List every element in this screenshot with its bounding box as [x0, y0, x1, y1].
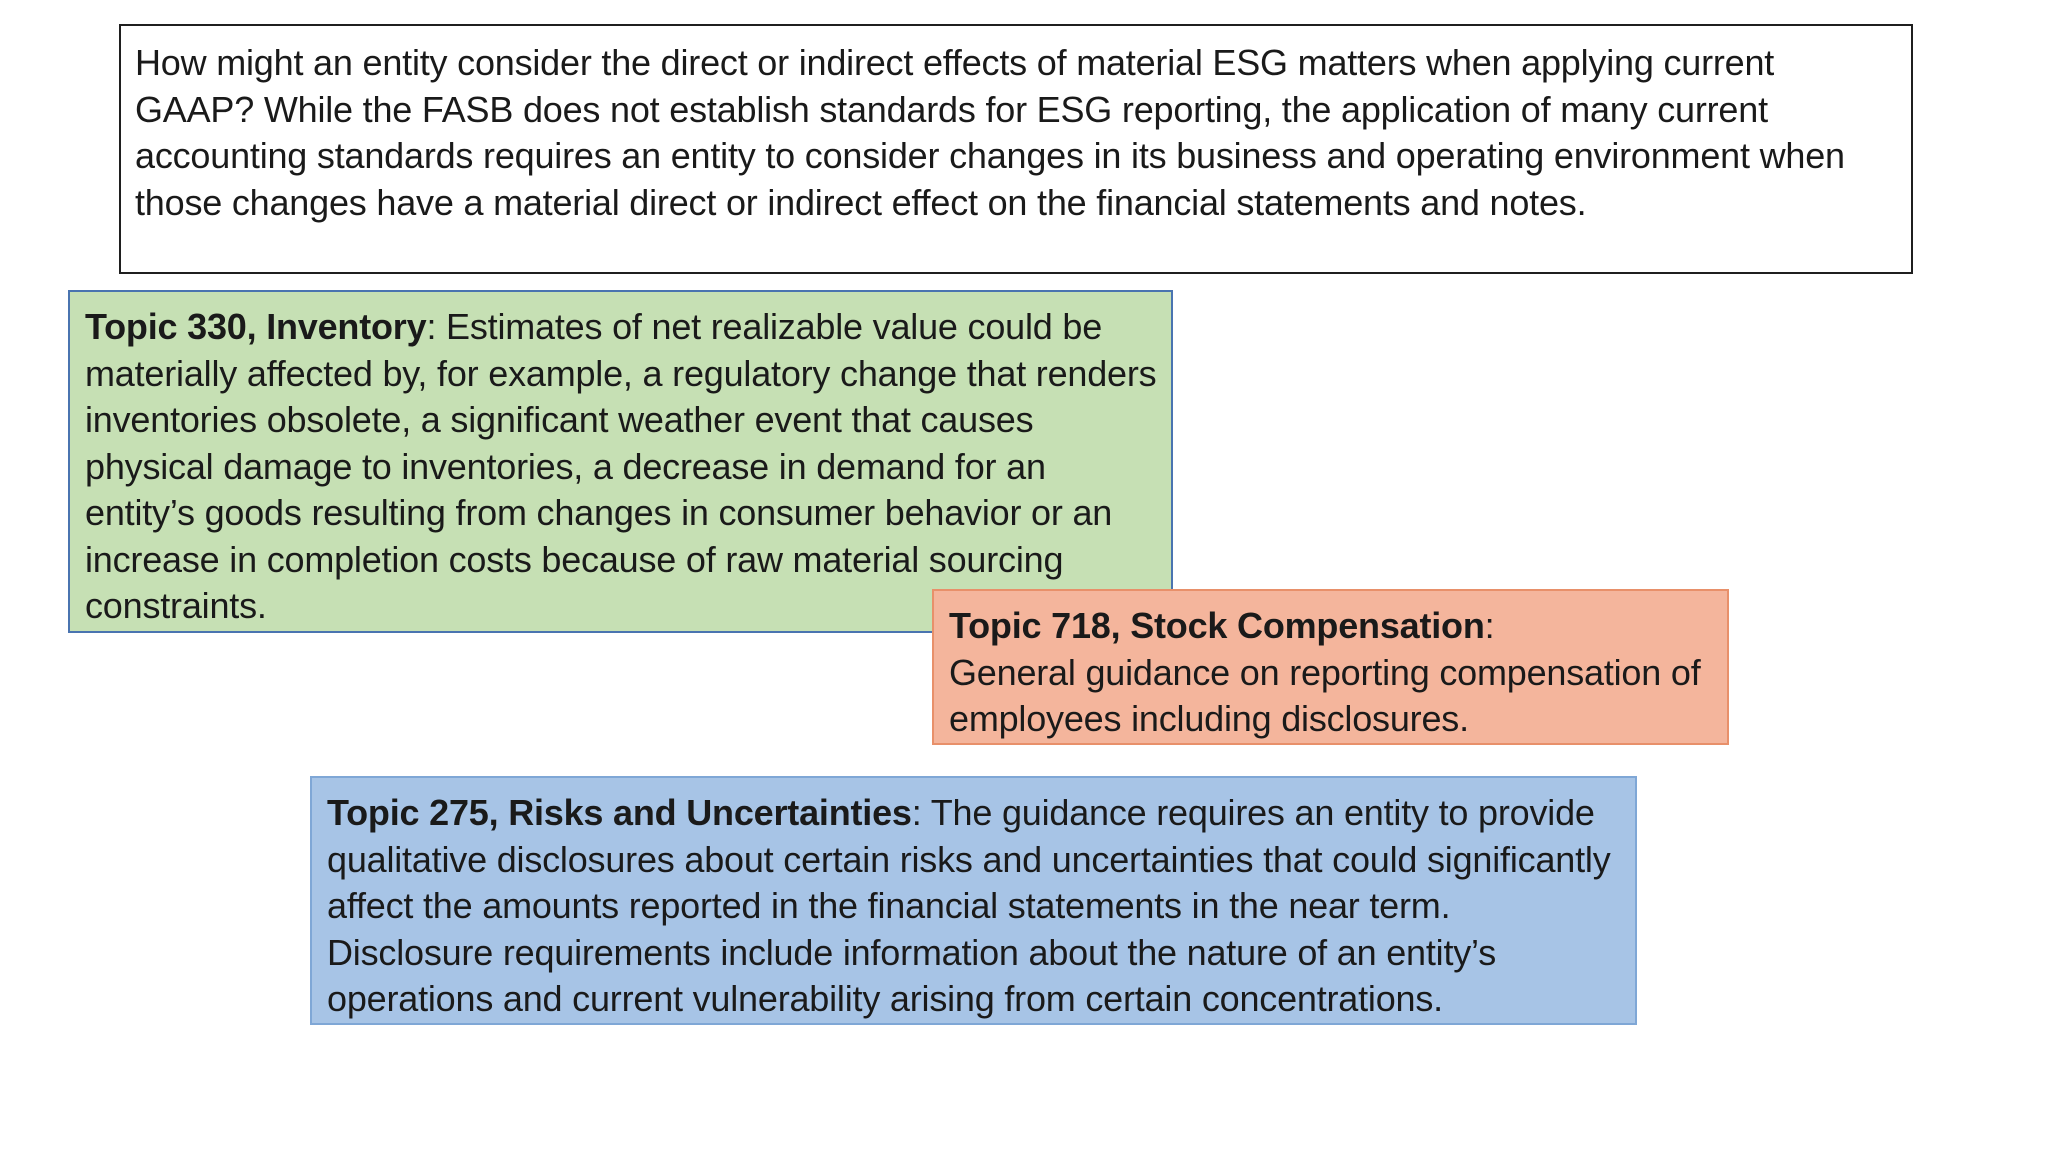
topic-330-label: Topic 330, Inventory	[85, 306, 427, 347]
intro-text: How might an entity consider the direct or indirect effects of material ESG matters when applying current GAAP? While the FASB does not establish standards for ESG reporting, the application of many current accounting standards requires an entity to consider changes in its business and operating environment when those changes have a material direct or indirect effect on the financial statements and notes.	[135, 42, 1845, 223]
topic-718-stock-compensation-box	[932, 589, 1729, 745]
topic-718-colon: :	[1484, 605, 1495, 646]
topic-330-text: : Estimates of net realizable value could be materially affected by, for example, a regulatory change that renders inventories obsolete, a significant weather event that causes physical damage to inventories, a decrease in demand for an entity’s goods resulting from changes in consumer behavior or an increase in completion costs because of raw material sourcing constraints.	[85, 306, 1157, 626]
topic-718-label: Topic 718, Stock Compensation	[949, 605, 1485, 646]
topic-718-text: General guidance on reporting compensation of employees including disclosures.	[949, 651, 1701, 739]
topic-275-label: Topic 275, Risks and Uncertainties	[327, 792, 912, 833]
intro-text-box	[119, 24, 1913, 274]
topic-275-text: : The guidance requires an entity to provide qualitative disclosures about certain risks and uncertainties that could significantly affect the amounts reported in the financial statements in the near term. Disclosure requirements include information about the nature of an entity’s operations and current vulnerability arising from certain concentrations.	[327, 792, 1611, 1019]
topic-275-risks-box	[310, 776, 1637, 1025]
topic-330-inventory-box	[68, 290, 1173, 633]
